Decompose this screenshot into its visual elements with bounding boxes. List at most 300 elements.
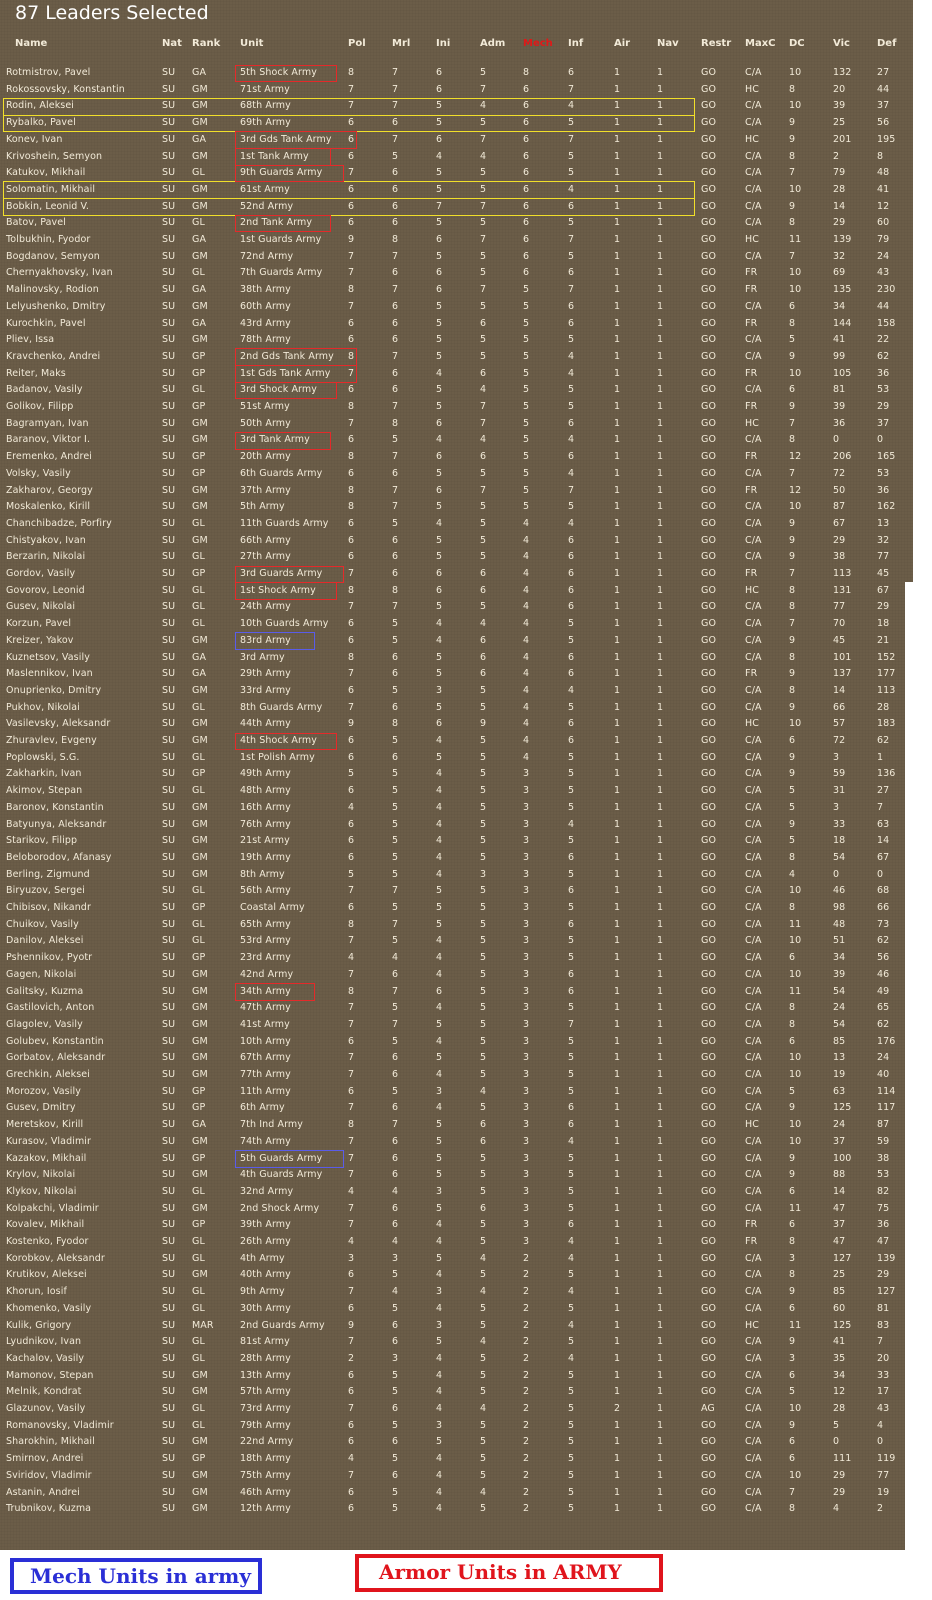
cell-maxc: C/A [745, 1202, 762, 1214]
cell-vic: 113 [833, 568, 852, 579]
cell-vic: 4 [833, 1503, 840, 1515]
cell-nat: SU [162, 133, 176, 145]
cell-dc: 8 [789, 1018, 796, 1030]
table-row[interactable] [0, 499, 913, 516]
cell-mrl: 5 [392, 1269, 399, 1281]
cell-mech: 5 [523, 317, 530, 329]
table-row[interactable] [0, 566, 913, 583]
cell-nat: SU [162, 367, 176, 379]
table-row[interactable] [0, 900, 913, 917]
table-header [0, 38, 913, 52]
cell-pol: 2 [348, 1352, 355, 1364]
cell-rank: GP [192, 451, 206, 463]
cell-ini: 5 [436, 1135, 443, 1147]
table-row[interactable] [0, 1418, 913, 1435]
header-ini[interactable]: Ini [436, 38, 451, 49]
cell-ini: 4 [436, 1002, 443, 1014]
cell-ini: 6 [436, 451, 443, 463]
cell-unit: 6th Guards Army [240, 467, 323, 479]
cell-nat: SU [162, 985, 176, 997]
cell-restr: GO [701, 902, 717, 913]
cell-pol: 7 [348, 1336, 355, 1348]
cell-ini: 5 [436, 467, 443, 479]
cell-ini: 5 [436, 117, 443, 129]
table-row[interactable] [0, 282, 913, 299]
cell-nat: SU [162, 568, 176, 579]
cell-mech: 4 [523, 735, 530, 746]
cell-vic: 60 [833, 1302, 846, 1314]
table-row[interactable] [0, 933, 913, 950]
cell-maxc: C/A [745, 868, 762, 880]
header-dc[interactable]: DC [789, 38, 805, 49]
table-row[interactable] [0, 1000, 913, 1017]
cell-nav: 1 [657, 434, 664, 446]
cell-vic: 38 [833, 551, 846, 563]
cell-def: 63 [877, 818, 890, 830]
cell-ini: 6 [436, 568, 443, 579]
cell-maxc: C/A [745, 1085, 762, 1097]
cell-vic: 3 [833, 751, 840, 763]
cell-vic: 13 [833, 1052, 846, 1064]
table-row[interactable] [0, 867, 913, 884]
cell-inf: 6 [568, 651, 575, 663]
cell-inf: 6 [568, 918, 575, 930]
cell-mech: 4 [523, 701, 530, 713]
cell-pol: 7 [348, 1102, 355, 1114]
table-row[interactable] [0, 1151, 913, 1168]
cell-vic: 41 [833, 1336, 846, 1348]
cell-inf: 5 [568, 1419, 575, 1431]
cell-inf: 5 [568, 801, 575, 813]
cell-maxc: C/A [745, 684, 762, 696]
cell-nav: 1 [657, 735, 664, 746]
table-row[interactable] [0, 249, 913, 266]
table-row[interactable] [0, 984, 913, 1001]
table-row[interactable] [0, 549, 913, 566]
cell-name: Kulik, Grigory [6, 1319, 72, 1331]
cell-restr: GO [701, 584, 717, 596]
cell-adm: 4 [480, 1085, 487, 1097]
cell-maxc: C/A [745, 768, 762, 780]
cell-air: 1 [614, 885, 621, 897]
cell-def: 29 [877, 601, 890, 613]
cell-rank: GP [192, 1102, 206, 1114]
cell-nat: SU [162, 1269, 176, 1281]
cell-unit: 28th Army [240, 1352, 291, 1364]
cell-dc: 8 [789, 317, 796, 329]
cell-maxc: C/A [745, 117, 762, 129]
table-row[interactable] [0, 382, 913, 399]
cell-mrl: 5 [392, 818, 399, 830]
cell-rank: GP [192, 768, 206, 780]
cell-def: 73 [877, 918, 890, 930]
cell-unit: 11th Army [240, 1085, 291, 1097]
cell-rank: GM [192, 634, 208, 646]
table-row[interactable] [0, 716, 913, 733]
cell-name: Kurochkin, Pavel [6, 317, 86, 329]
cell-pol: 6 [348, 1486, 355, 1498]
cell-nav: 1 [657, 985, 664, 997]
table-row[interactable] [0, 950, 913, 967]
table-row[interactable] [0, 599, 913, 616]
cell-vic: 79 [833, 167, 846, 179]
cell-vic: 3 [833, 801, 840, 813]
cell-dc: 8 [789, 434, 796, 446]
cell-dc: 11 [789, 985, 802, 997]
table-row[interactable] [0, 132, 913, 149]
table-row[interactable] [0, 883, 913, 900]
cell-air: 1 [614, 451, 621, 463]
cell-ini: 5 [436, 902, 443, 913]
table-row[interactable] [0, 1267, 913, 1284]
cell-inf: 5 [568, 785, 575, 797]
cell-unit: 2nd Tank Army [240, 217, 313, 229]
cell-vic: 111 [833, 1453, 852, 1465]
table-row[interactable] [0, 1100, 913, 1117]
cell-vic: 29 [833, 217, 846, 229]
cell-nav: 1 [657, 918, 664, 930]
cell-nat: SU [162, 200, 176, 212]
cell-mrl: 6 [392, 1436, 399, 1448]
table-row[interactable] [0, 1201, 913, 1218]
cell-nat: SU [162, 618, 176, 630]
table-row[interactable] [0, 700, 913, 717]
cell-name: Batov, Pavel [6, 217, 66, 229]
table-row[interactable] [0, 115, 913, 132]
cell-name: Khomenko, Vasily [6, 1302, 92, 1314]
cell-mrl: 7 [392, 83, 399, 95]
header-mech[interactable]: Mech [523, 38, 553, 49]
table-row[interactable] [0, 1050, 913, 1067]
cell-inf: 5 [568, 384, 575, 396]
cell-ini: 5 [436, 1119, 443, 1131]
table-row[interactable] [0, 750, 913, 767]
cell-def: 53 [877, 384, 890, 396]
cell-maxc: C/A [745, 1002, 762, 1014]
table-row[interactable] [0, 1234, 913, 1251]
cell-name: Gastilovich, Anton [6, 1002, 95, 1014]
header-mrl[interactable]: Mrl [392, 38, 411, 49]
table-row[interactable] [0, 533, 913, 550]
cell-mech: 3 [523, 1152, 530, 1164]
cell-name: Starikov, Filipp [6, 835, 78, 847]
table-row[interactable] [0, 633, 913, 650]
cell-ini: 4 [436, 1369, 443, 1381]
cell-inf: 5 [568, 1503, 575, 1515]
table-row[interactable] [0, 1184, 913, 1201]
cell-nat: SU [162, 300, 176, 312]
table-row[interactable] [0, 449, 913, 466]
cell-vic: 47 [833, 1236, 846, 1247]
cell-rank: GM [192, 1169, 208, 1181]
cell-air: 1 [614, 701, 621, 713]
header-def[interactable]: Def [877, 38, 897, 49]
table-row[interactable] [0, 1434, 913, 1451]
table-row[interactable] [0, 399, 913, 416]
table-row[interactable] [0, 199, 913, 216]
cell-mrl: 7 [392, 885, 399, 897]
table-row[interactable] [0, 733, 913, 750]
table-row[interactable] [0, 1034, 913, 1051]
cell-inf: 4 [568, 1252, 575, 1264]
table-row[interactable] [0, 165, 913, 182]
table-row[interactable] [0, 466, 913, 483]
cell-nav: 1 [657, 1436, 664, 1448]
table-row[interactable] [0, 1401, 913, 1418]
table-row[interactable] [0, 1117, 913, 1134]
table-row[interactable] [0, 349, 913, 366]
header-inf[interactable]: Inf [568, 38, 584, 49]
cell-inf: 5 [568, 150, 575, 162]
table-row[interactable] [0, 98, 913, 115]
header-vic[interactable]: Vic [833, 38, 850, 49]
cell-maxc: C/A [745, 1419, 762, 1431]
cell-nat: SU [162, 350, 176, 362]
cell-mrl: 5 [392, 1302, 399, 1314]
cell-nav: 1 [657, 818, 664, 830]
cell-restr: GO [701, 785, 717, 797]
cell-ini: 6 [436, 417, 443, 429]
table-row[interactable] [0, 1351, 913, 1368]
table-row[interactable] [0, 215, 913, 232]
table-row[interactable] [0, 800, 913, 817]
cell-dc: 9 [789, 200, 796, 212]
table-row[interactable] [0, 817, 913, 834]
header-nat[interactable]: Nat [162, 38, 182, 49]
cell-nat: SU [162, 1469, 176, 1481]
table-row[interactable] [0, 1368, 913, 1385]
table-row[interactable] [0, 1017, 913, 1034]
cell-ini: 4 [436, 868, 443, 880]
table-row[interactable] [0, 516, 913, 533]
cell-def: 139 [877, 1252, 896, 1264]
cell-name: Zhuravlev, Evgeny [6, 735, 97, 746]
cell-adm: 6 [480, 451, 487, 463]
cell-ini: 3 [436, 684, 443, 696]
cell-mech: 3 [523, 1002, 530, 1014]
table-row[interactable] [0, 366, 913, 383]
cell-rank: GM [192, 1386, 208, 1398]
cell-rank: GM [192, 985, 208, 997]
table-row[interactable] [0, 683, 913, 700]
cell-nat: SU [162, 1202, 176, 1214]
cell-pol: 6 [348, 1386, 355, 1398]
header-pol[interactable]: Pol [348, 38, 366, 49]
table-row[interactable] [0, 1384, 913, 1401]
table-row[interactable] [0, 316, 913, 333]
cell-mrl: 5 [392, 1486, 399, 1498]
cell-name: Maslennikov, Ivan [6, 668, 93, 680]
table-row[interactable] [0, 1485, 913, 1502]
cell-nat: SU [162, 100, 176, 112]
cell-mrl: 6 [392, 1169, 399, 1181]
cell-mech: 4 [523, 584, 530, 596]
table-row[interactable] [0, 1468, 913, 1485]
table-row[interactable] [0, 416, 913, 433]
cell-unit: 57th Army [240, 1386, 291, 1398]
cell-ini: 5 [436, 668, 443, 680]
table-row[interactable] [0, 1217, 913, 1234]
cell-rank: GM [192, 1052, 208, 1064]
cell-name: Lelyushenko, Dmitry [6, 300, 106, 312]
cell-unit: 1st Tank Army [240, 150, 309, 162]
cell-nat: SU [162, 267, 176, 279]
table-row[interactable] [0, 149, 913, 166]
table-row[interactable] [0, 616, 913, 633]
cell-unit: 53rd Army [240, 935, 291, 947]
cell-rank: GM [192, 1503, 208, 1515]
cell-dc: 9 [789, 1286, 796, 1298]
cell-ini: 5 [436, 1436, 443, 1448]
cell-ini: 3 [436, 1085, 443, 1097]
cell-pol: 6 [348, 1085, 355, 1097]
cell-def: 67 [877, 584, 890, 596]
cell-ini: 3 [436, 1286, 443, 1298]
cell-unit: 2nd Gds Tank Army [240, 350, 334, 362]
cell-unit: 71st Army [240, 83, 290, 95]
cell-vic: 70 [833, 618, 846, 630]
cell-mrl: 5 [392, 684, 399, 696]
table-row[interactable] [0, 766, 913, 783]
table-row[interactable] [0, 1167, 913, 1184]
cell-rank: GL [192, 1252, 205, 1264]
cell-restr: GO [701, 568, 717, 579]
cell-inf: 5 [568, 1052, 575, 1064]
cell-inf: 6 [568, 551, 575, 563]
cell-def: 165 [877, 451, 896, 463]
cell-air: 1 [614, 1052, 621, 1064]
cell-vic: 201 [833, 133, 852, 145]
table-row[interactable] [0, 783, 913, 800]
table-row[interactable] [0, 666, 913, 683]
cell-mrl: 7 [392, 100, 399, 112]
cell-restr: GO [701, 735, 717, 746]
cell-adm: 6 [480, 568, 487, 579]
table-row[interactable] [0, 650, 913, 667]
cell-vic: 12 [833, 1386, 846, 1398]
header-air[interactable]: Air [614, 38, 631, 49]
cell-inf: 6 [568, 1219, 575, 1231]
cell-pol: 7 [348, 100, 355, 112]
cell-def: 29 [877, 1269, 890, 1281]
cell-nat: SU [162, 735, 176, 746]
table-row[interactable] [0, 483, 913, 500]
cell-restr: GO [701, 651, 717, 663]
cell-rank: GL [192, 267, 205, 279]
cell-dc: 7 [789, 618, 796, 630]
cell-dc: 8 [789, 1503, 796, 1515]
table-row[interactable] [0, 1251, 913, 1268]
cell-nat: SU [162, 601, 176, 613]
table-row[interactable] [0, 1334, 913, 1351]
cell-ini: 6 [436, 267, 443, 279]
cell-nav: 1 [657, 1403, 664, 1414]
cell-nat: SU [162, 150, 176, 162]
cell-air: 1 [614, 384, 621, 396]
header-rank[interactable]: Rank [192, 38, 221, 49]
cell-nav: 1 [657, 1302, 664, 1314]
table-row[interactable] [0, 1301, 913, 1318]
cell-dc: 11 [789, 1319, 802, 1331]
cell-air: 1 [614, 484, 621, 496]
cell-vic: 0 [833, 434, 840, 446]
cell-mrl: 6 [392, 701, 399, 713]
table-row[interactable] [0, 332, 913, 349]
cell-adm: 4 [480, 618, 487, 630]
cell-ini: 4 [436, 517, 443, 529]
header-maxc[interactable]: MaxC [745, 38, 776, 49]
table-row[interactable] [0, 232, 913, 249]
table-row[interactable] [0, 1501, 913, 1518]
header-adm[interactable]: Adm [480, 38, 506, 49]
cell-name: Golubev, Konstantin [6, 1035, 104, 1047]
cell-dc: 10 [789, 100, 802, 112]
cell-mech: 2 [523, 1269, 530, 1281]
cell-inf: 4 [568, 350, 575, 362]
cell-unit: 33rd Army [240, 684, 291, 696]
cell-restr: GO [701, 718, 717, 730]
cell-rank: GP [192, 367, 206, 379]
cell-def: 17 [877, 1386, 890, 1398]
header-restr[interactable]: Restr [701, 38, 732, 49]
table-row[interactable] [0, 432, 913, 449]
header-unit[interactable]: Unit [240, 38, 264, 49]
cell-maxc: C/A [745, 1018, 762, 1030]
cell-air: 1 [614, 1252, 621, 1264]
cell-air: 1 [614, 434, 621, 446]
table-row[interactable] [0, 1284, 913, 1301]
table-row[interactable] [0, 1451, 913, 1468]
cell-rank: GA [192, 651, 207, 663]
table-row[interactable] [0, 833, 913, 850]
cell-maxc: C/A [745, 183, 762, 195]
cell-ini: 4 [436, 367, 443, 379]
cell-def: 62 [877, 935, 890, 947]
table-row[interactable] [0, 182, 913, 199]
table-row[interactable] [0, 65, 913, 82]
table-row[interactable] [0, 917, 913, 934]
cell-ini: 4 [436, 801, 443, 813]
cell-dc: 7 [789, 467, 796, 479]
table-row[interactable] [0, 265, 913, 282]
cell-nat: SU [162, 751, 176, 763]
table-row[interactable] [0, 1134, 913, 1151]
table-row[interactable] [0, 583, 913, 600]
cell-dc: 6 [789, 1436, 796, 1448]
table-row[interactable] [0, 1084, 913, 1101]
cell-air: 1 [614, 401, 621, 412]
cell-name: Pliev, Issa [6, 334, 55, 346]
cell-inf: 7 [568, 83, 575, 95]
header-nav[interactable]: Nav [657, 38, 679, 49]
table-row[interactable] [0, 1318, 913, 1335]
cell-name: Zakharov, Georgy [6, 484, 93, 496]
header-name[interactable]: Name [15, 38, 48, 49]
cell-pol: 8 [348, 284, 355, 296]
cell-adm: 5 [480, 835, 487, 847]
cell-mrl: 6 [392, 334, 399, 346]
cell-restr: GO [701, 167, 717, 179]
table-row[interactable] [0, 299, 913, 316]
table-row[interactable] [0, 850, 913, 867]
cell-mech: 3 [523, 1052, 530, 1064]
cell-rank: GL [192, 384, 205, 396]
cell-unit: 52nd Army [240, 200, 294, 212]
cell-maxc: C/A [745, 517, 762, 529]
table-row[interactable] [0, 82, 913, 99]
table-row[interactable] [0, 967, 913, 984]
table-row[interactable] [0, 1067, 913, 1084]
